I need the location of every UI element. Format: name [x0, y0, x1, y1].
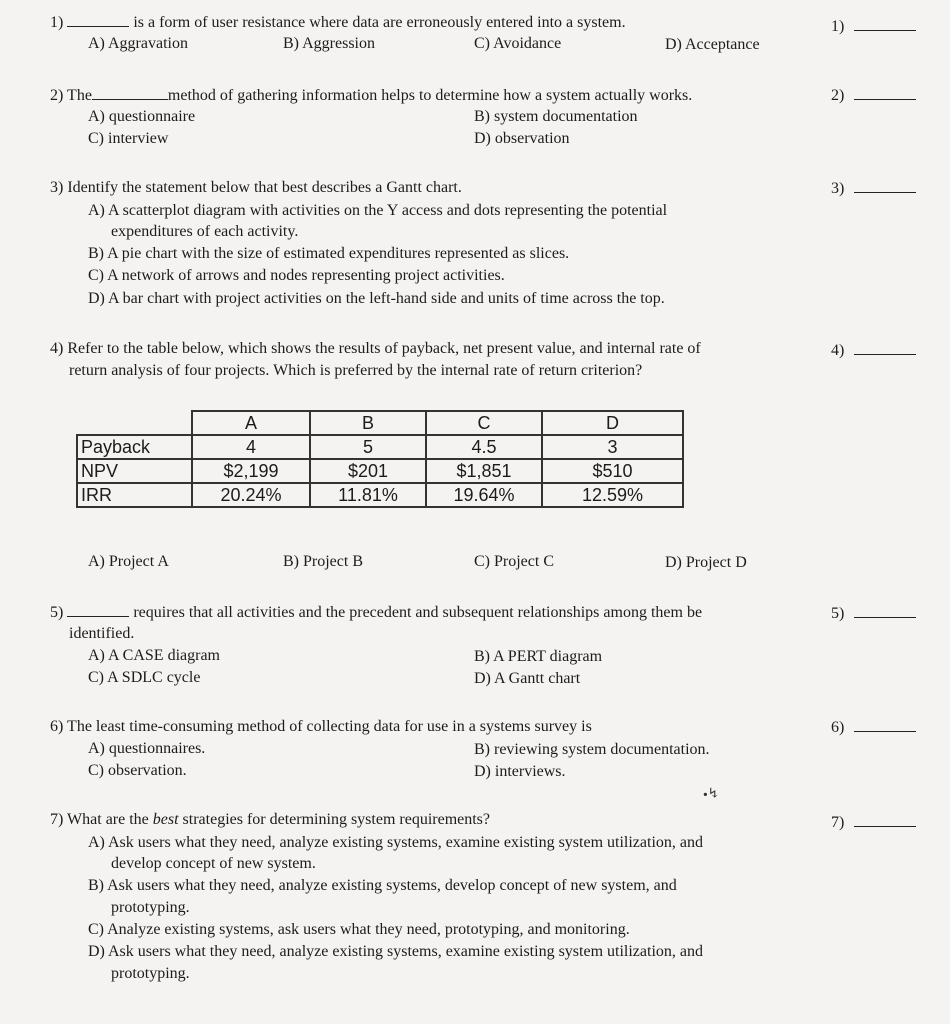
table-cell: $2,199	[192, 459, 310, 483]
q7-option-d: D) Ask users what they need, analyze existing systems, examine existing system utilization, and	[88, 943, 703, 960]
answer-slot-4	[831, 340, 916, 361]
question-5-stem	[50, 602, 702, 623]
row-label: IRR	[77, 483, 192, 507]
question-4-stem: 4) Refer to the table below, which shows the results of payback, net present value, and internal rate of	[50, 340, 701, 357]
q2-option-c: C) interview	[88, 130, 169, 147]
question-3-stem: 3) Identify the statement below that best describes a Gantt chart.	[50, 179, 462, 196]
question-5-stem-cont: identified.	[69, 625, 135, 642]
q6-option-c: C) observation.	[88, 762, 187, 779]
row-label: Payback	[77, 435, 192, 459]
question-text: method of gathering information helps to determine how a system actually works.	[167, 87, 693, 104]
q2-option-b: B) system documentation	[474, 108, 638, 125]
table-cell: $1,851	[426, 459, 542, 483]
table-cell: 11.81%	[310, 483, 426, 507]
table-cell: 5	[310, 435, 426, 459]
question-number: 1)	[50, 14, 64, 31]
row-label: NPV	[77, 459, 192, 483]
q4-option-c: C) Project C	[474, 553, 554, 570]
q1-option-a: A) Aggravation	[88, 35, 188, 52]
answer-blank	[854, 16, 916, 31]
q3-option-c: C) A network of arrows and nodes representing project activities.	[88, 267, 505, 284]
q7-option-c: C) Analyze existing systems, ask users what they need, prototyping, and monitoring.	[88, 921, 630, 938]
q7-option-b: B) Ask users what they need, analyze existing systems, develop concept of new system, and	[88, 877, 677, 894]
question-2-stem	[50, 85, 692, 106]
column-header: A	[192, 411, 310, 435]
q4-option-d: D) Project D	[665, 554, 747, 571]
q2-option-a: A) questionnaire	[88, 108, 196, 125]
q3-option-d: D) A bar chart with project activities on the left-hand side and units of time across the top.	[88, 290, 665, 307]
answer-blank	[854, 812, 916, 827]
answer-slot-3	[831, 178, 916, 199]
answer-slot-5	[831, 603, 916, 624]
question-number: 5)	[50, 604, 64, 621]
answer-number: 4)	[831, 342, 845, 359]
table-cell: 4.5	[426, 435, 542, 459]
answer-blank	[854, 178, 916, 193]
answer-number: 6)	[831, 719, 845, 736]
q6-option-a: A) questionnaires.	[88, 740, 206, 757]
q5-option-c: C) A SDLC cycle	[88, 669, 201, 686]
emphasis-text: best	[152, 811, 179, 828]
table-row	[77, 459, 683, 483]
q5-option-b: B) A PERT diagram	[474, 648, 603, 665]
question-text: is a form of user resistance where data are erroneously entered into a system.	[133, 14, 626, 31]
q4-option-a: A) Project A	[88, 553, 169, 570]
q7-option-a: A) Ask users what they need, analyze existing systems, examine existing system utilization, and	[88, 834, 703, 851]
fill-in-blank	[67, 602, 129, 617]
q3-option-a: A) A scatterplot diagram with activities on the Y access and dots representing the potential	[88, 202, 668, 219]
pen-mark-icon: •↯	[701, 785, 721, 804]
answer-number: 7)	[831, 814, 845, 831]
answer-slot-2	[831, 85, 916, 106]
question-text: requires that all activities and the precedent and subsequent relationships among them be	[133, 604, 703, 621]
question-1-stem	[50, 12, 626, 33]
question-7-stem	[50, 810, 490, 830]
q5-option-a: A) A CASE diagram	[88, 647, 220, 664]
question-number: 2) The	[50, 87, 92, 104]
question-6-stem: 6) The least time-consuming method of collecting data for use in a systems survey is	[50, 718, 592, 735]
table-cell: 3	[542, 435, 683, 459]
table-row	[77, 483, 683, 507]
table-cell: $510	[542, 459, 683, 483]
table-row	[77, 435, 683, 459]
answer-number: 1)	[831, 18, 845, 35]
answer-blank	[854, 340, 916, 355]
q7-option-b-cont: prototyping.	[111, 899, 190, 916]
q4-option-b: B) Project B	[283, 553, 363, 570]
table-header-row	[77, 411, 683, 435]
column-header: D	[542, 411, 683, 435]
q6-option-b: B) reviewing system documentation.	[474, 741, 710, 758]
answer-blank	[854, 85, 916, 100]
q1-option-d: D) Acceptance	[665, 36, 760, 53]
answer-number: 3)	[831, 180, 845, 197]
fill-in-blank	[67, 12, 129, 27]
q3-option-a-cont: expenditures of each activity.	[111, 223, 299, 240]
answer-number: 5)	[831, 605, 845, 622]
q7-option-d-cont: prototyping.	[111, 965, 190, 982]
q5-option-d: D) A Gantt chart	[474, 670, 581, 687]
table-cell: 20.24%	[192, 483, 310, 507]
question-text: 7) What are the	[50, 811, 153, 828]
table-corner	[77, 411, 192, 435]
table-cell: 12.59%	[542, 483, 683, 507]
q6-option-d: D) interviews.	[474, 763, 566, 780]
answer-number: 2)	[831, 87, 845, 104]
answer-slot-1	[831, 16, 916, 37]
table-cell: $201	[310, 459, 426, 483]
answer-slot-6	[831, 717, 916, 738]
q1-option-b: B) Aggression	[283, 35, 375, 52]
fill-in-blank	[92, 85, 168, 100]
answer-slot-7	[831, 812, 916, 833]
q1-option-c: C) Avoidance	[474, 35, 562, 52]
table-cell: 4	[192, 435, 310, 459]
column-header: B	[310, 411, 426, 435]
question-4-stem-cont: return analysis of four projects. Which is preferred by the internal rate of return criterion?	[69, 362, 643, 379]
answer-blank	[854, 603, 916, 618]
column-header: C	[426, 411, 542, 435]
q7-option-a-cont: develop concept of new system.	[111, 855, 316, 872]
q3-option-b: B) A pie chart with the size of estimated expenditures represented as slices.	[88, 245, 570, 262]
q2-option-d: D) observation	[474, 130, 570, 147]
project-comparison-table	[76, 410, 684, 508]
question-text: strategies for determining system requirements?	[178, 811, 491, 828]
table-cell: 19.64%	[426, 483, 542, 507]
answer-blank	[854, 717, 916, 732]
